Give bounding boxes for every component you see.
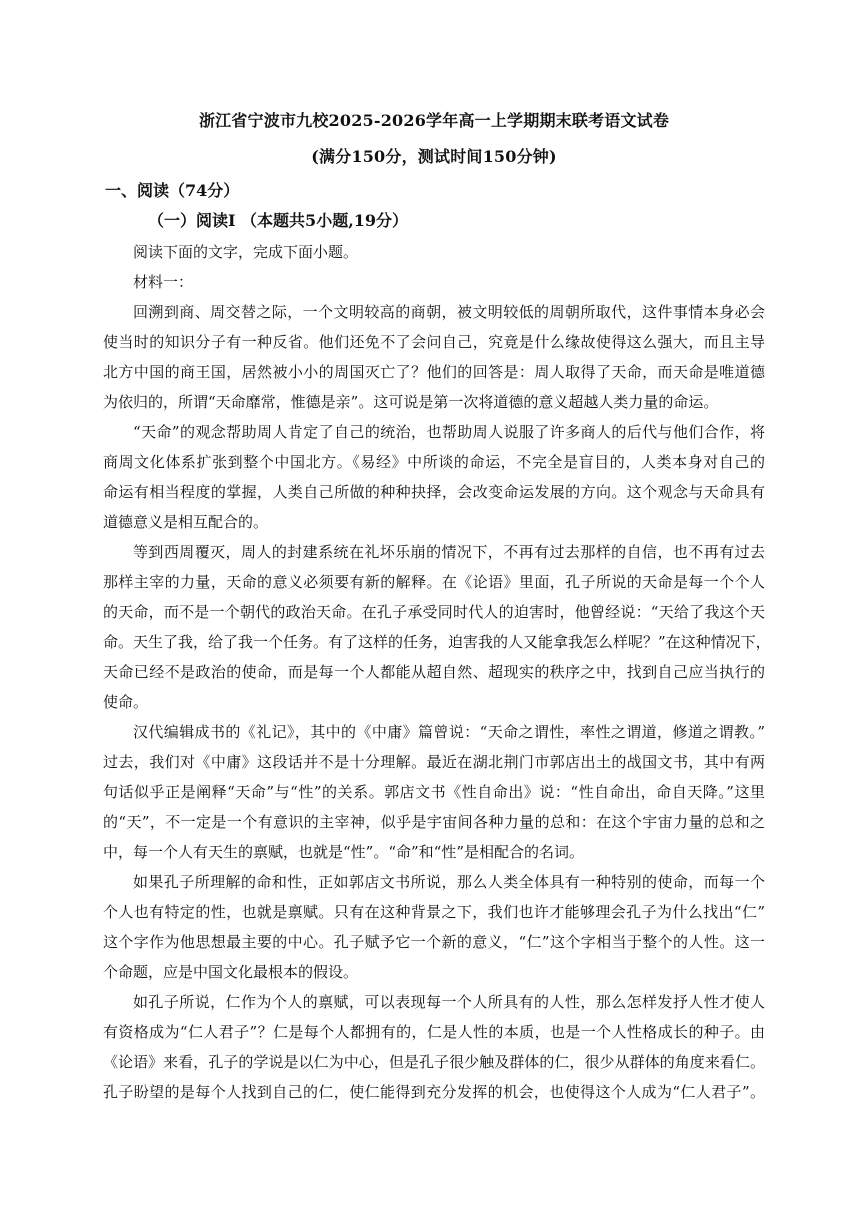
text-line: 《论语》来看，孔子的学说是以仁为中心，但是孔子很少触及群体的仁，很少从群体的角度来看仁。 [103,1053,765,1071]
subsection-heading: （一）阅读Ⅰ （本题共5小题,19分） [148,211,409,230]
document-subtitle: (满分150分，测试时间150分钟) [311,147,557,166]
text-line: 的天命，而不是一个朝代的政治天命。在孔子承受同时代人的迫害时，他曾经说：“天给了我这个天 [103,603,765,621]
text-line: 等到西周覆灭，周人的封建系统在礼坏乐崩的情况下，不再有过去那样的自信，也不再有过去 [133,543,765,561]
text-line: 如孔子所说，仁作为个人的禀赋，可以表现每一个人所具有的人性，那么怎样发抒人性才使人 [133,993,765,1011]
text-line: 个命题，应是中国文化最根本的假设。 [103,963,359,981]
material-label: 材料一： [133,273,194,291]
text-line: 天命已经不是政治的使命，而是每一个人都能从超自然、超现实的秩序之中，找到自己应当执行的 [103,663,765,681]
text-line: 使命。 [103,693,149,711]
text-line: 汉代编辑成书的《礼记》，其中的《中庸》篇曾说：“天命之谓性，率性之谓道，修道之谓教。” [133,723,765,741]
text-line: 北方中国的商王国，居然被小小的周国灭亡了？他们的回答是：周人取得了天命，而天命是唯道德 [103,363,765,381]
text-line: 个人也有特定的性，也就是禀赋。只有在这种背景之下，我们也许才能够理会孔子为什么找出“仁” [103,903,765,921]
section-heading: 一、阅读（74分） [105,181,240,200]
text-line: 为依归的，所谓“天命靡常，惟德是亲”。这可说是第一次将道德的意义超越人类力量的命运。 [103,393,719,411]
text-line: 回溯到商、周交替之际，一个文明较高的商朝，被文明较低的周朝所取代，这件事情本身必会 [133,303,765,321]
text-line: 命运有相当程度的掌握，人类自己所做的种种抉择，会改变命运发展的方向。这个观念与天命具有 [103,483,765,501]
text-line: 道德意义是相互配合的。 [103,513,269,531]
text-line: “天命”的观念帮助周人肯定了自己的统治，也帮助周人说服了许多商人的后代与他们合作，将 [133,423,765,441]
text-line: 的“天”，不一定是一个有意识的主宰神，似乎是宇宙间各种力量的总和：在这个宇宙力量的总和之 [103,813,765,831]
text-line: 有资格成为“仁人君子”？仁是每个人都拥有的，仁是人性的本质，也是一个人性格成长的种子。由 [103,1023,765,1041]
text-line: 商周文化体系扩张到整个中国北方。《易经》中所谈的命运，不完全是盲目的，人类本身对自己的 [103,453,765,471]
text-line: 命。天生了我，给了我一个任务。有了这样的任务，迫害我的人又能拿我怎么样呢？”在这种情况下， [103,633,771,651]
document-title: 浙江省宁波市九校2025-2026学年高一上学期期末联考语文试卷 [198,111,670,130]
text-line: 如果孔子所理解的命和性，正如郭店文书所说，那么人类全体具有一种特别的使命，而每一个 [133,873,765,891]
text-line: 过去，我们对《中庸》这段话并不是十分理解。最近在湖北荆门市郭店出土的战国文书，其中有两 [103,753,765,771]
text-line: 句话似乎正是阐释“天命”与“性”的关系。郭店文书《性自命出》说：“性自命出，命自天降。”这里 [103,783,765,801]
text-line: 这个字作为他思想最主要的中心。孔子赋予它一个新的意义，“仁”这个字相当于整个的人性。这一 [103,933,765,951]
text-line: 使当时的知识分子有一种反省。他们还免不了会问自己，究竟是什么缘故使得这么强大，而且主导 [103,333,765,351]
instruction-text: 阅读下面的文字，完成下面小题。 [133,243,359,261]
text-line: 孔子盼望的是每个人找到自己的仁，使仁能得到充分发挥的机会，也使得这个人成为“仁人君子”。 [103,1083,765,1101]
text-line: 中，每一个人有天生的禀赋，也就是“性”。“命”和“性”是相配合的名词。 [103,843,585,861]
text-line: 那样主宰的力量，天命的意义必须要有新的解释。在《论语》里面，孔子所说的天命是每一个个人 [103,573,765,591]
